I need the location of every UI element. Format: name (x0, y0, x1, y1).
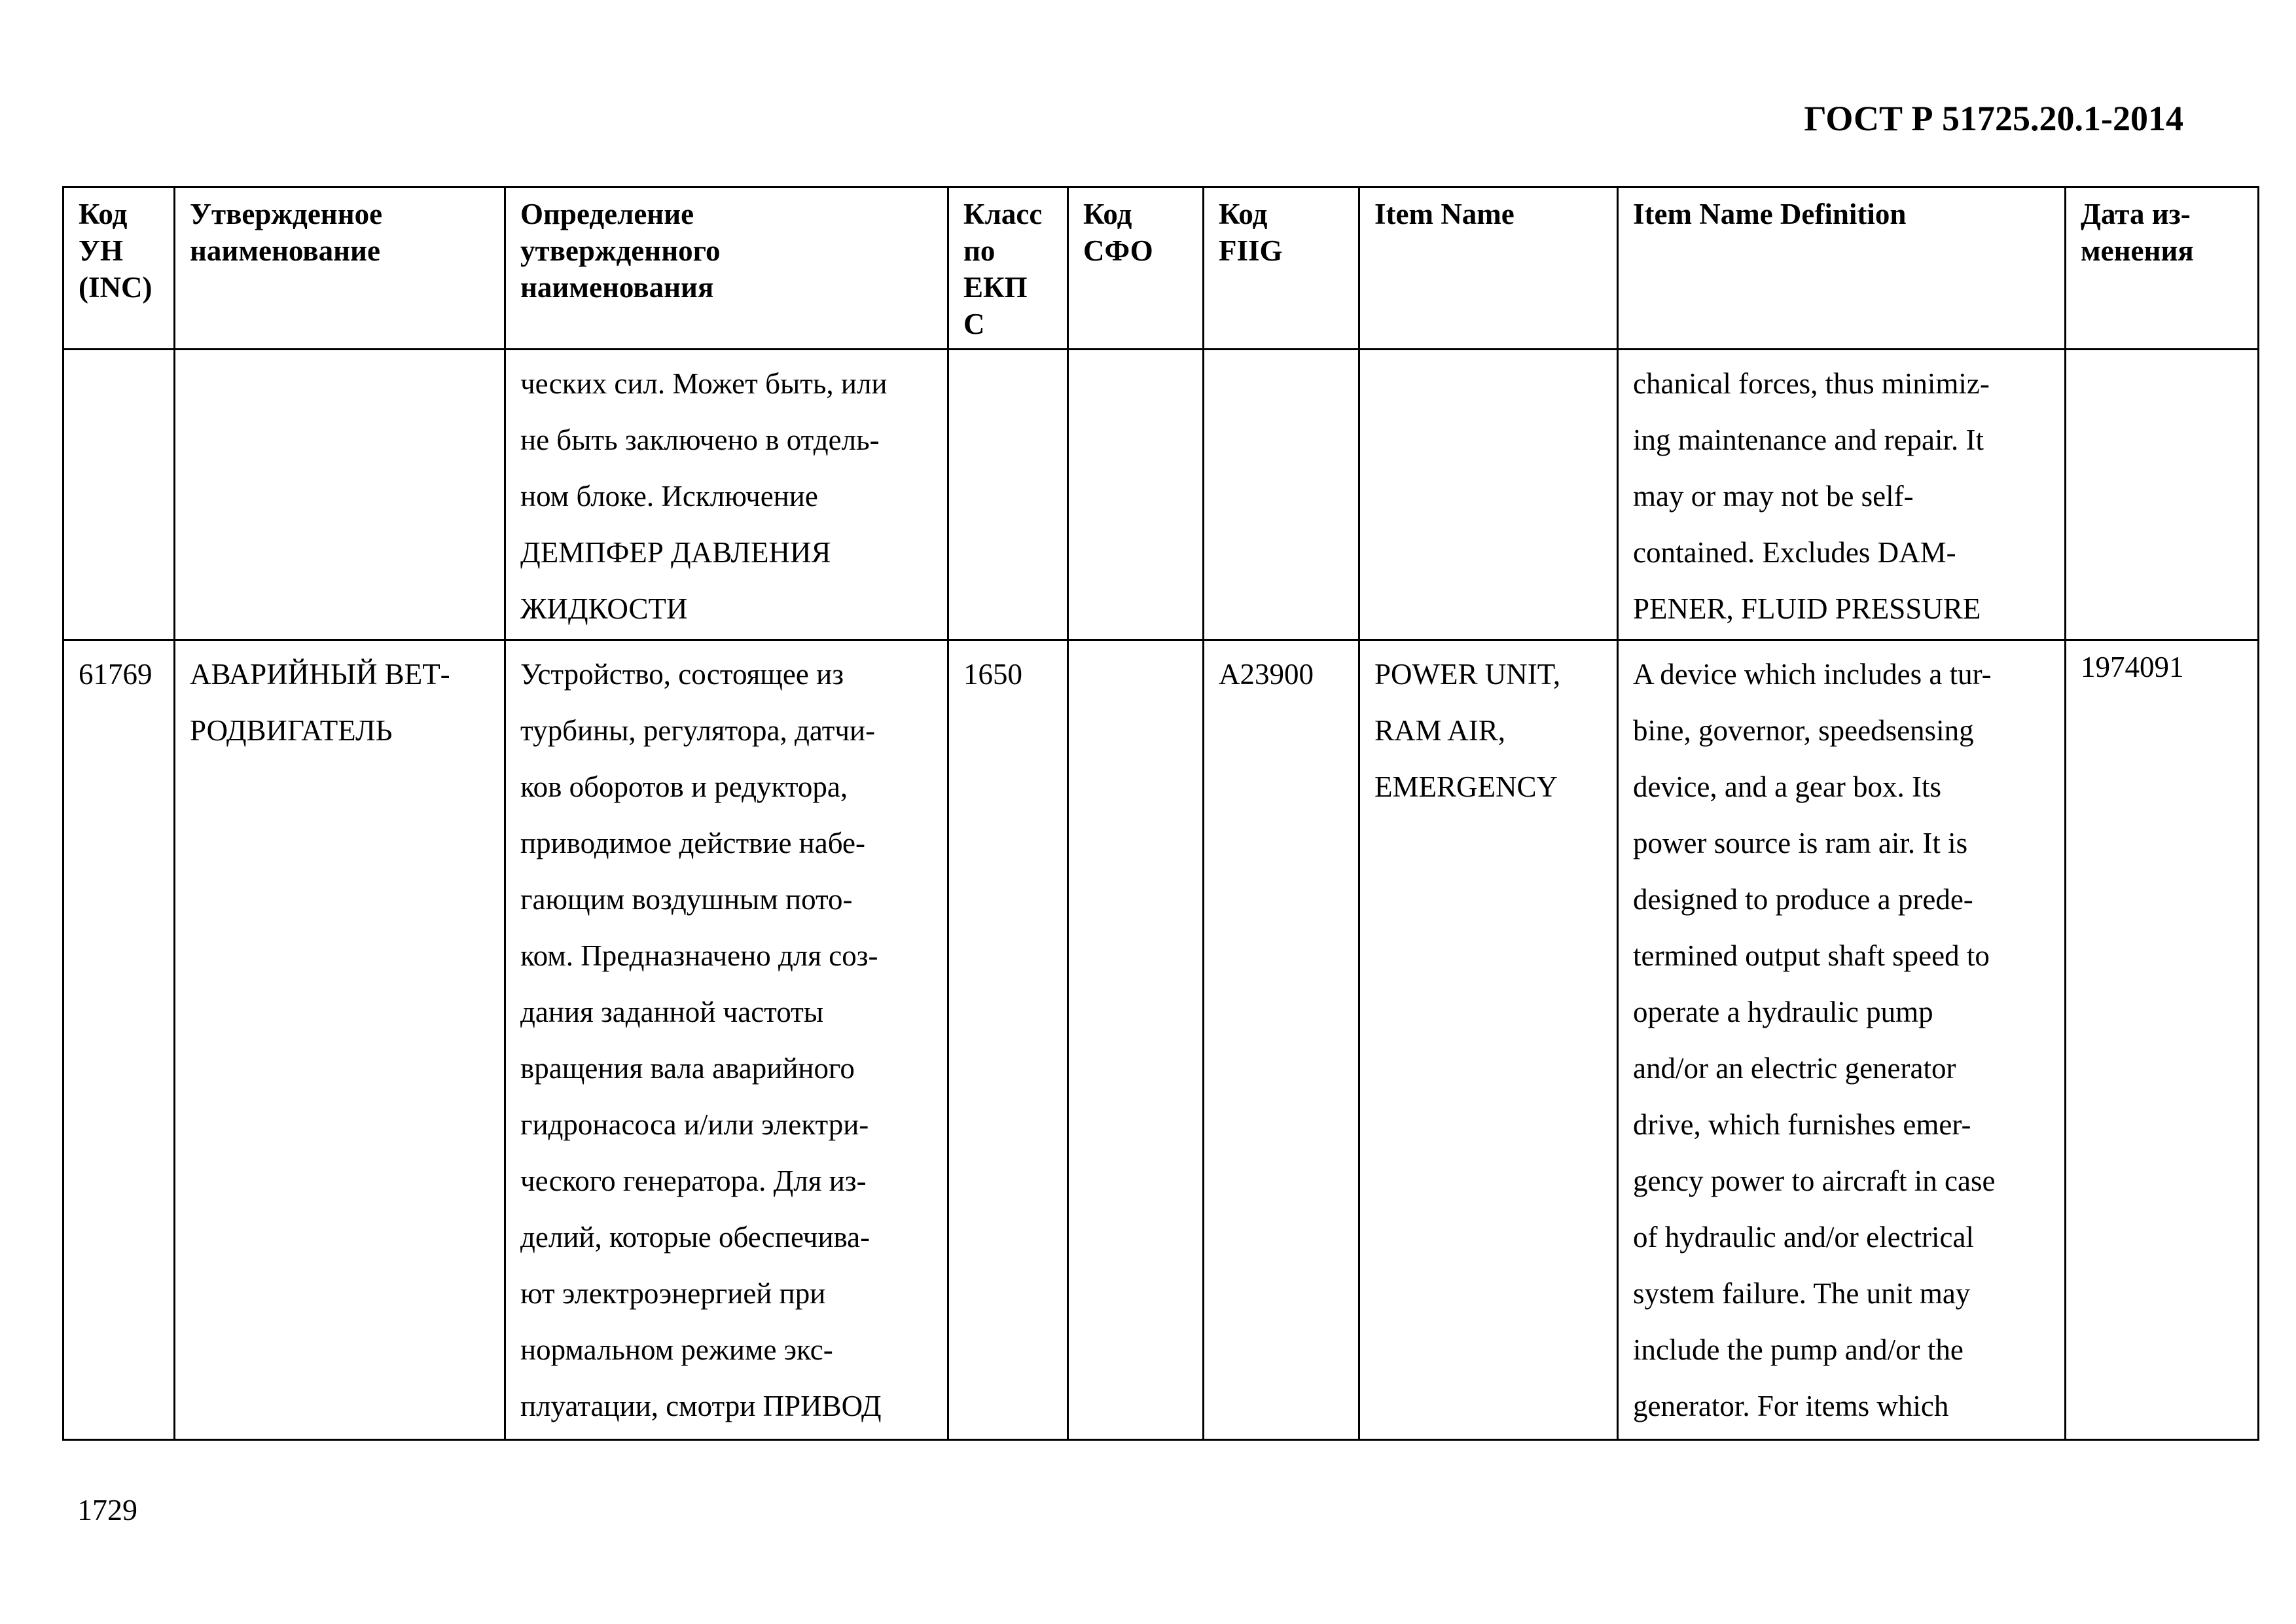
col-header-item-name-definition: Item Name Definition (1618, 187, 2066, 350)
col-header-change-date: Дата из- менения (2066, 187, 2259, 350)
table-row (63, 640, 2259, 1440)
col-header-sfo: Код СФО (1068, 187, 1204, 350)
cell-sfo (1068, 640, 1204, 1440)
table-header-row (63, 187, 2259, 350)
cell-definition: Устройство, состоящее из турбины, регулятора, датчи- ков оборотов и редуктора, приводимое действие набе- гающим воздушным пото- ком. Предназначено для соз- дания заданной частоты вращения вала аварийного гидронасоса и/или электри- ческого генератора. Для из- делий, которые обеспечива- ют электроэнергией при нормальном режиме экс- плуатации, смотри ПРИВОД (505, 640, 948, 1440)
cell-fiig (1204, 350, 1359, 640)
standard-code: ГОСТ Р 51725.20.1-2014 (1804, 99, 2183, 138)
cell-inc (63, 350, 175, 640)
table-row (63, 350, 2259, 640)
cell-inc: 61769 (63, 640, 175, 1440)
cell-approved-name (175, 350, 505, 640)
cell-item-name-definition: A device which includes a tur- bine, governor, speedsensing device, and a gear box. Its power source is ram air. It is designed to produce a prede- termined output shaft speed to operate a hydraulic pump and/or an electric generator drive, which furnishes emer- gency power to aircraft in case of hydraulic and/or electrical system failure. The unit may include the pump and/or the generator. For items which (1618, 640, 2066, 1440)
col-header-fiig: Код FIIG (1204, 187, 1359, 350)
col-header-approved-name: Утвержденное наименование (175, 187, 505, 350)
col-header-inc: Код УН (INC) (63, 187, 175, 350)
cell-sfo (1068, 350, 1204, 640)
page-number: 1729 (77, 1493, 137, 1526)
catalog-table (62, 186, 2259, 1441)
cell-definition: ческих сил. Может быть, или не быть заключено в отдель- ном блоке. Исключение ДЕМПФЕР ДАВЛЕНИЯ ЖИДКОСТИ (505, 350, 948, 640)
cell-approved-name: АВАРИЙНЫЙ ВЕТ- РОДВИГАТЕЛЬ (175, 640, 505, 1440)
cell-change-date: 1974091 (2066, 640, 2259, 1440)
cell-fiig: A23900 (1204, 640, 1359, 1440)
cell-class: 1650 (948, 640, 1068, 1440)
cell-class (948, 350, 1068, 640)
cell-change-date (2066, 350, 2259, 640)
col-header-item-name: Item Name (1359, 187, 1618, 350)
cell-item-name: POWER UNIT, RAM AIR, EMERGENCY (1359, 640, 1618, 1440)
col-header-class: Класс по ЕКП С (948, 187, 1068, 350)
col-header-definition: Определение утвержденного наименования (505, 187, 948, 350)
cell-item-name-definition: chanical forces, thus minimiz- ing maintenance and repair. It may or may not be self- contained. Excludes DAM- PENER, FLUID PRESSURE (1618, 350, 2066, 640)
cell-item-name (1359, 350, 1618, 640)
